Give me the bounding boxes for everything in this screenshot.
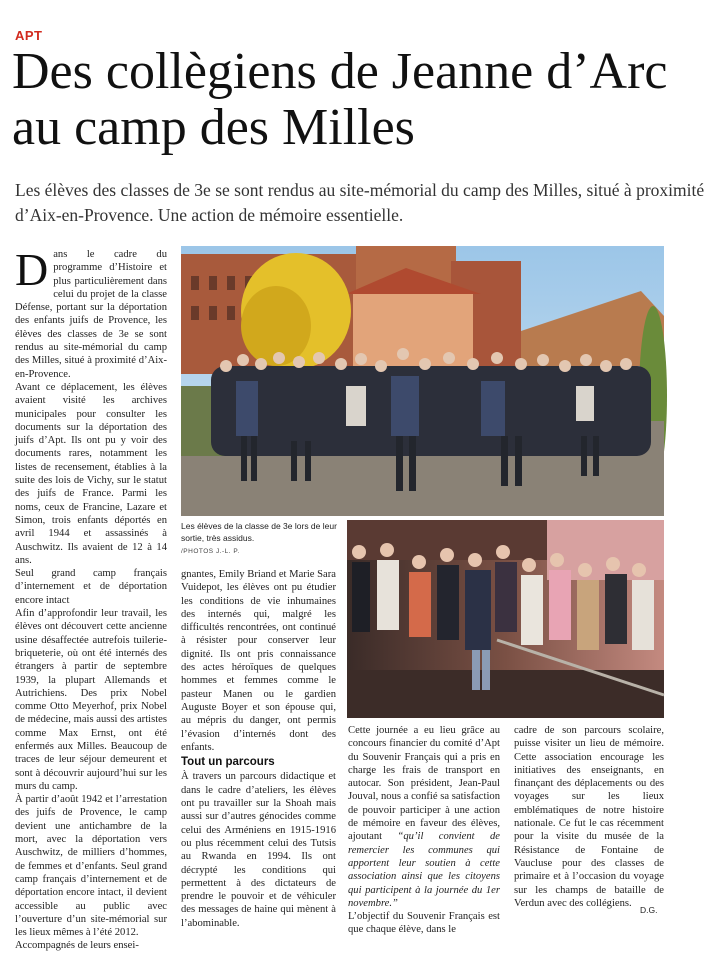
paragraph: gnantes, Emily Briand et Marie Sara Vuidepot, les élèves ont pu étudier les conditions de vie inhumaines des internés qui, malgré les difficultés rencontrées, ont continué à résister pour conserver leur dignité. Ils ont pris connaissance des actes héroïques de quelques hommes et femmes comme le pasteur Manen ou le gardien Auguste Boyer et son épouse qui, au mépris du danger, ont permis l’évasion d’internés dont des enfants. — [181, 569, 336, 753]
paragraph — [348, 724, 500, 910]
quote: “qu’il convient de remercier les communes qui apportent leur soutien à cette association ainsi que les citoyens qui participent à la journée du 1er novembre.” — [348, 831, 500, 909]
author-signature: D.G. — [640, 905, 658, 915]
article-column-4 — [514, 724, 664, 914]
drop-cap: D — [15, 244, 49, 295]
group-photo — [181, 246, 664, 516]
paragraph: Avant ce déplacement, les élèves avaient visité les archives municipales pour consulter les documents sur la déportation des juifs d’Apt. Ils ont pu y voir des documents rares, notamment les listes de recensement, établies à la suite des lois de Vichy, sur le statut des juifs de France. Parmi les noms, ceux de Francine, Lazare et Simon, trois enfants déportés en avril 1944 et assassinés à Auschwitz. Ils avaient de 12 à 14 ans. — [15, 381, 167, 566]
paragraph: Afin d’approfondir leur travail, les élèves ont découvert cette ancienne usine désaffectée autrefois tuilerie-briqueterie, où ont été internés des étrangers à partir de septembre 1939, la plupart Allemands et Autrichiens. Des prix Nobel comme Otto Meyerhof, prix Nobel de médecine, mais aussi des artistes comme Max Ernst, ont été enfermés aux Milles. Beaucoup de traces de leur séjour demeurent et sont à découvrir aujourd’hui sur les murs du camp. — [15, 608, 167, 792]
paragraph — [15, 244, 167, 381]
paragraph: À partir d’août 1942 et l’arrestation des juifs de Provence, le camp devient une antichambre de la mort, avec la déportation vers Auschwitz, de milliers d’hommes, de femmes et d’enfants. Seul grand camp français d’internement et de déportation encore intact, il devient accessible au public avec l’ouverture d’un site-mémorial sur les lieux mêmes à l’été 2012. — [15, 794, 167, 939]
caption-text: Les élèves de la classe de 3e lors de leur sortie, très assidus. — [181, 521, 337, 543]
photo-caption — [181, 520, 341, 558]
article-column-2 — [181, 568, 336, 929]
photo-credit: /PHOTOS J.-L. P. — [181, 548, 240, 555]
chapeau: Les élèves des classes de 3e se sont rendus au site-mémorial du camp des Milles, situé à proximité d’Aix-en-Provence. Une action de mémoire essentielle. — [15, 180, 705, 225]
paragraph: À travers un parcours didactique et dans le cadre d’ateliers, les élèves ont pu travailler sur la Shoah mais aussi sur d’autres génocides comme celui des Arméniens en 1915-1916 ou plus récemment celui des Tutsis au Rwanda en 1994. Ils ont décrypté les conditions qui permettent à des dictateurs de prendre le pouvoir et de véhiculer des messages de haine qui mènent à l’abominable. — [181, 771, 336, 929]
paragraph: L’objectif du Souvenir Français est que chaque élève, dans le — [348, 911, 500, 936]
paragraph: cadre de son parcours scolaire, puisse visiter un lieu de mémoire. Cette association encourage les initiatives des enseignants, en finançant des déplacements ou des voyages sur les lieux emblématiques de notre histoire nationale. Ce fut le cas récemment pour la visite du musée de la Résistance de Fontaine de Vaucluse pour des classes de primaire et à l’occasion du voyage sur les champs de bataille de Verdun avec des collégiens. — [514, 725, 664, 909]
article-column-1 — [15, 244, 167, 952]
article-column-3 — [348, 724, 500, 936]
intertitle: Tout un parcours — [181, 756, 275, 769]
paragraph-text: ans le cadre du programme d’Histoire et plus particulièrement dans celui du projet de la classe Défense, portant sur la déportation des enfants juifs de Provence, les élèves des classes de 3e se sont rendus au site-mémorial du camp des Milles, situé à proximité d’Aix-en-Provence. — [15, 249, 167, 380]
paragraph: Accompagnés de leurs ensei- — [15, 940, 139, 952]
section-rubric: APT — [15, 28, 43, 43]
paragraph: Seul grand camp français d’internement et de déportation encore intact — [15, 568, 167, 606]
visit-photo — [347, 520, 664, 718]
headline: Des collègiens de Jeanne d’Arc au camp des Milles — [12, 43, 668, 156]
paragraph-text: Cette journée a eu lieu grâce au concours financier du comité d’Apt du Souvenir Français qui a pris en charge les frais de transport en autocar. Son président, Jean-Paul Jouval, nous a confié sa satisfaction de pouvoir participer à une action de mémoire en faveur des élèves, ajoutant — [348, 725, 500, 843]
